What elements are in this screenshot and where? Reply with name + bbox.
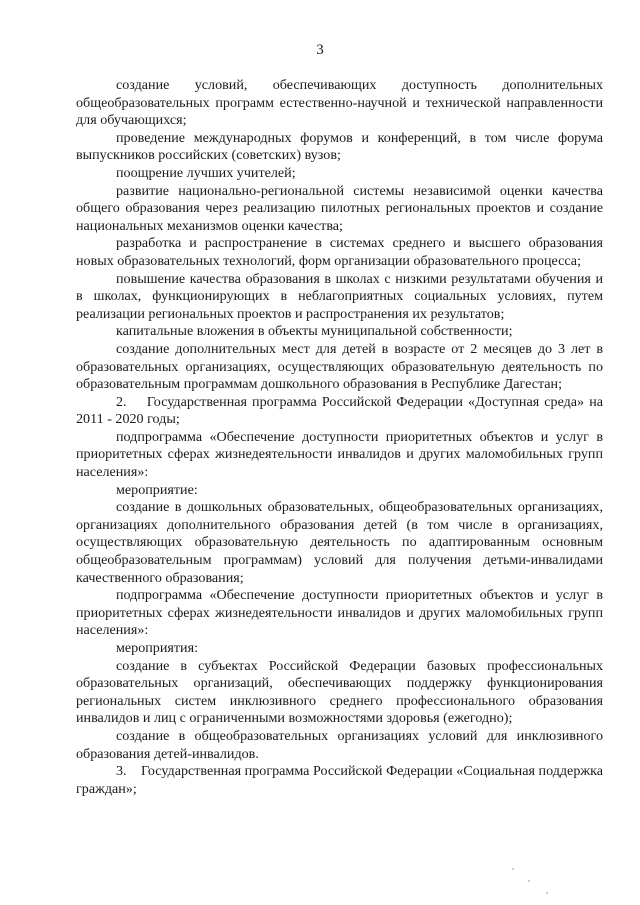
paragraph: повышение качества образования в школах с низкими результатами обучения и в школах, функционирующих в неблагоприятных социальных условиях, путем реализации региональных проектов и распространения их результатов;	[76, 270, 603, 322]
paragraph: создание дополнительных мест для детей в возрасте от 2 месяцев до 3 лет в образовательных организациях, осуществляющих образовательную деятельность по образовательным программам дошкольного образования в Республике Дагестан;	[76, 340, 603, 393]
paragraph: проведение международных форумов и конференций, в том числе форума выпускников российских (советских) вузов;	[76, 129, 603, 164]
paragraph: подпрограмма «Обеспечение доступности приоритетных объектов и услуг в приоритетных сферах жизнедеятельности инвалидов и других маломобильных групп населения»:	[76, 428, 603, 481]
paragraph: создание условий, обеспечивающих доступность дополнительных общеобразовательных программ естественно-научной и технической направленности для обучающихся;	[76, 77, 603, 129]
paragraph: развитие национально-региональной системы независимой оценки качества общего образования через реализацию пилотных региональных проектов и создание национальных механизмов оценки качества;	[76, 182, 603, 234]
paragraph: поощрение лучших учителей;	[116, 164, 296, 181]
paragraph: мероприятия:	[116, 640, 198, 656]
paragraph: создание в общеобразовательных организациях условий для инклюзивного образования детей-инвалидов.	[76, 727, 603, 762]
paragraph: разработка и распространение в системах среднего и высшего образования новых образовательных технологий, форм организации образовательного процесса;	[76, 235, 603, 269]
page-number: 3	[316, 42, 324, 58]
paragraph: мероприятие:	[116, 481, 198, 498]
scan-speck	[546, 892, 548, 894]
paragraph: создание в субъектах Российской Федерации базовых профессиональных образовательных организаций, обеспечивающих поддержку функционирования региональных систем инклюзивного среднего профессионального образования инвалидов и лиц с ограниченными возможностями здоровья (ежегодно);	[76, 657, 603, 727]
section-heading: 2. Государственная программа Российской Федерации «Доступная среда» на 2011 - 2020 годы;	[76, 393, 603, 428]
paragraph: создание в дошкольных образовательных, общеобразовательных организациях, организациях дополнительного образования детей (в том числе в организациях, осуществляющих образовательную деятельность по адаптированным основным общеобразовательным программам) условий для получения детьми-инвалидами качественного образования;	[76, 499, 603, 586]
scan-speck	[512, 868, 514, 870]
section-heading: 3. Государственная программа Российской Федерации «Социальная поддержка граждан»;	[76, 763, 603, 797]
scan-speck	[528, 880, 530, 882]
document-body	[76, 77, 603, 798]
paragraph: подпрограмма «Обеспечение доступности приоритетных объектов и услуг в приоритетных сферах жизнедеятельности инвалидов и других маломобильных групп населения»:	[76, 587, 603, 639]
paragraph: капитальные вложения в объекты муниципальной собственности;	[116, 323, 513, 340]
